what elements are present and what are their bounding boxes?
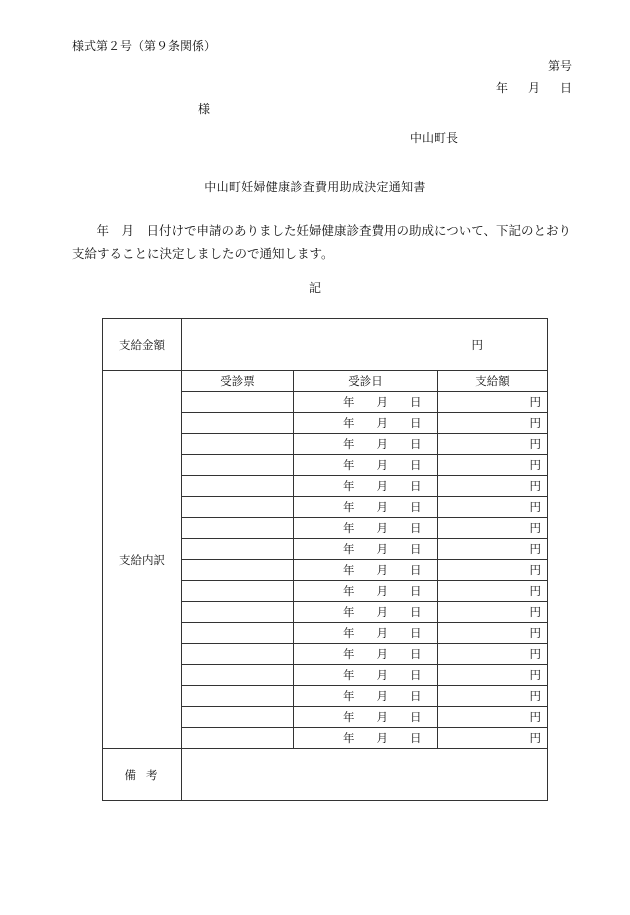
amount-cell: 円 [438,539,548,560]
ticket-cell [182,476,294,497]
visit-date-day: 日 [410,710,422,724]
ticket-cell [182,602,294,623]
ticket-cell [182,413,294,434]
amount-label: 支給金額 [103,319,182,371]
visit-date-year: 年 [343,500,355,514]
amount-cell: 円 [438,392,548,413]
ticket-cell [182,518,294,539]
visit-date-cell [294,686,438,707]
visit-date-month: 月 [376,458,388,472]
visit-date-year: 年 [343,479,355,493]
amount-value: 円 [182,319,548,371]
visit-date-month: 月 [376,437,388,451]
visit-date-month: 月 [376,521,388,535]
visit-date-cell [294,392,438,413]
issue-date-day: 日 [559,81,572,95]
visit-date-cell [294,476,438,497]
visit-date-cell [294,665,438,686]
issuer-name: 中山町長 [410,131,459,145]
visit-date-cell [294,560,438,581]
remarks-value [182,749,548,801]
visit-date-year: 年 [343,626,355,640]
ticket-cell [182,644,294,665]
visit-date-cell [294,581,438,602]
visit-date-day: 日 [410,689,422,703]
visit-date-day: 日 [410,731,422,745]
visit-date-day: 日 [410,479,422,493]
visit-date-month: 月 [376,605,388,619]
visit-date-day: 日 [410,647,422,661]
issue-date [496,79,572,96]
visit-date-year: 年 [343,731,355,745]
visit-date-cell [294,644,438,665]
ki-heading: 記 [308,281,321,295]
issue-date-year: 年 [495,81,508,95]
visit-date-cell [294,413,438,434]
issue-date-month: 月 [527,81,540,95]
visit-date-year: 年 [343,584,355,598]
visit-date-month: 月 [376,710,388,724]
ticket-cell [182,707,294,728]
visit-date-month: 月 [376,500,388,514]
visit-date-day: 日 [410,605,422,619]
ticket-cell [182,665,294,686]
ticket-cell [182,539,294,560]
visit-date-month: 月 [376,416,388,430]
visit-date-month: 月 [376,626,388,640]
visit-date-day: 日 [410,584,422,598]
amount-cell: 円 [438,476,548,497]
visit-date-day: 日 [410,626,422,640]
visit-date-cell [294,434,438,455]
amount-cell: 円 [438,707,548,728]
visit-date-year: 年 [343,668,355,682]
ticket-cell [182,728,294,749]
grant-table [102,318,548,801]
remarks-row [103,749,548,801]
visit-date-year: 年 [343,647,355,661]
visit-date-year: 年 [343,521,355,535]
visit-date-day: 日 [410,416,422,430]
form-number: 様式第２号（第９条関係） [72,39,217,53]
amount-cell: 円 [438,518,548,539]
amount-cell: 円 [438,455,548,476]
visit-date-month: 月 [376,563,388,577]
visit-date-day: 日 [410,668,422,682]
breakdown-label: 支給内訳 [103,371,182,749]
visit-date-cell [294,518,438,539]
visit-date-year: 年 [343,437,355,451]
amount-cell: 円 [438,581,548,602]
visit-date-cell [294,455,438,476]
visit-date-year: 年 [343,710,355,724]
column-header-date: 受診日 [294,371,438,392]
visit-date-day: 日 [410,500,422,514]
ticket-cell [182,560,294,581]
amount-cell: 円 [438,623,548,644]
visit-date-year: 年 [343,395,355,409]
visit-date-cell [294,497,438,518]
visit-date-month: 月 [376,479,388,493]
document-number-label: 第号 [547,59,572,73]
visit-date-cell [294,707,438,728]
visit-date-month: 月 [376,395,388,409]
amount-cell: 円 [438,434,548,455]
visit-date-cell [294,623,438,644]
visit-date-month: 月 [376,647,388,661]
remarks-label: 備考 [103,749,182,801]
visit-date-year: 年 [343,542,355,556]
notice-body: 年 月 日付けで申請のありました妊婦健康診査費用の助成について、下記のとおり支給することに決定しましたので通知します。 [72,223,572,261]
visit-date-day: 日 [410,395,422,409]
recipient-suffix: 様 [198,102,211,116]
visit-date-cell [294,728,438,749]
amount-cell: 円 [438,686,548,707]
visit-date-month: 月 [376,689,388,703]
ticket-cell [182,434,294,455]
ticket-cell [182,497,294,518]
visit-date-month: 月 [376,668,388,682]
ticket-cell [182,392,294,413]
ticket-cell [182,686,294,707]
visit-date-month: 月 [376,542,388,556]
amount-cell: 円 [438,413,548,434]
visit-date-day: 日 [410,437,422,451]
visit-date-year: 年 [343,605,355,619]
column-header-amount: 支給額 [438,371,548,392]
amount-cell: 円 [438,602,548,623]
visit-date-cell [294,539,438,560]
amount-cell: 円 [438,644,548,665]
column-header-ticket: 受診票 [182,371,294,392]
visit-date-day: 日 [410,542,422,556]
ticket-cell [182,581,294,602]
amount-cell: 円 [438,728,548,749]
visit-date-year: 年 [343,689,355,703]
visit-date-day: 日 [410,458,422,472]
amount-row [103,319,548,371]
visit-date-day: 日 [410,521,422,535]
amount-cell: 円 [438,560,548,581]
amount-cell: 円 [438,665,548,686]
document-title: 中山町妊婦健康診査費用助成決定通知書 [204,180,426,194]
visit-date-month: 月 [376,584,388,598]
amount-cell: 円 [438,497,548,518]
visit-date-year: 年 [343,458,355,472]
visit-date-month: 月 [376,731,388,745]
visit-date-year: 年 [343,563,355,577]
ticket-cell [182,623,294,644]
visit-date-cell [294,602,438,623]
breakdown-header-row [103,371,548,392]
ticket-cell [182,455,294,476]
visit-date-year: 年 [343,416,355,430]
visit-date-day: 日 [410,563,422,577]
